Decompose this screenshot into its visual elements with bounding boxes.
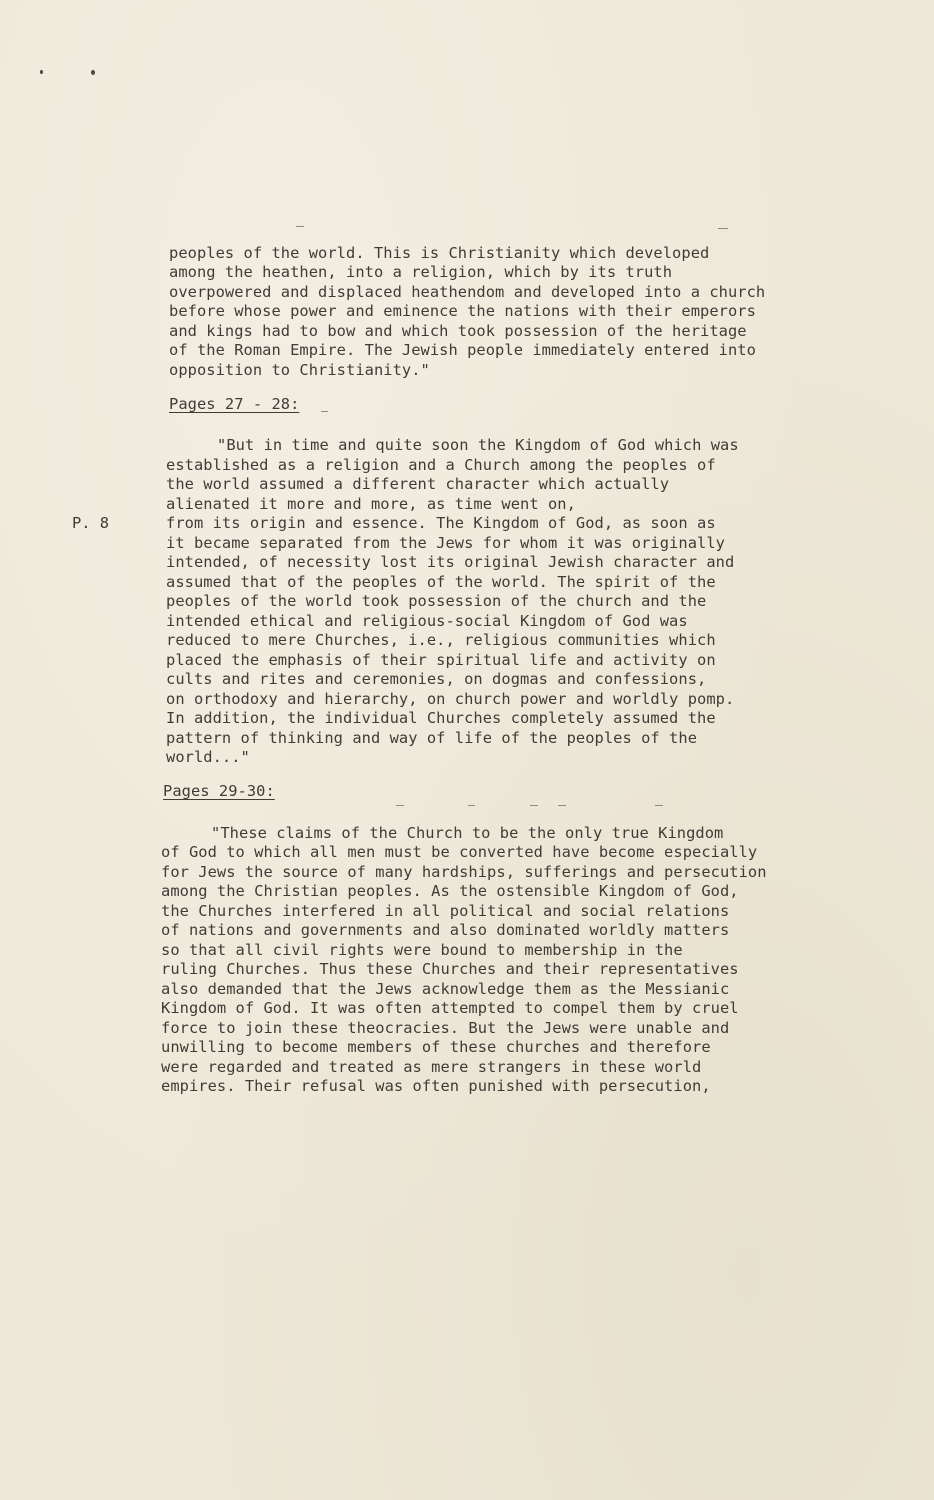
text-line: among the heathen, into a religion, which by its truth [169, 263, 673, 281]
text-line: peoples of the world. This is Christianity which developed [169, 244, 710, 262]
text-line: world..." [166, 748, 250, 766]
margin-page-note: P. 8 [72, 514, 110, 532]
text-line: it became separated from the Jews for whom it was originally [166, 534, 725, 552]
stray-mark [718, 228, 728, 229]
text-line: empires. Their refusal was often punished with persecution, [161, 1077, 711, 1095]
section-heading: Pages 29-30: [163, 782, 275, 800]
section-heading: Pages 27 - 28: [169, 395, 300, 413]
text-line: of God to which all men must be converted have become especially [161, 843, 758, 861]
text-line: for Jews the source of many hardships, sufferings and persecution [161, 863, 767, 881]
text-line: intended ethical and religious-social Kingdom of God was [166, 612, 688, 630]
text-line: Kingdom of God. It was often attempted to compel them by cruel [161, 999, 739, 1017]
text-line: force to join these theocracies. But the Jews were unable and [161, 1019, 730, 1037]
text-line: assumed that of the peoples of the world. The spirit of the [166, 573, 716, 591]
text-line: and kings had to bow and which took possession of the heritage [169, 322, 747, 340]
text-line: "But in time and quite soon the Kingdom of God which was [217, 436, 739, 454]
stray-mark [468, 805, 475, 806]
text-line: unwilling to become members of these churches and therefore [161, 1038, 711, 1056]
text-line: placed the emphasis of their spiritual life and activity on [166, 651, 716, 669]
text-line: were regarded and treated as mere strangers in these world [161, 1058, 702, 1076]
text-line: ruling Churches. Thus these Churches and their representatives [161, 960, 739, 978]
stray-mark [296, 226, 304, 227]
stray-mark [396, 805, 404, 806]
ink-speck [91, 70, 95, 75]
text-line: opposition to Christianity." [169, 361, 430, 379]
text-line: among the Christian peoples. As the ostensible Kingdom of God, [161, 882, 739, 900]
text-line: cults and rites and ceremonies, on dogmas and confessions, [166, 670, 707, 688]
text-line: also demanded that the Jews acknowledge them as the Messianic [161, 980, 730, 998]
text-line: overpowered and displaced heathendom and developed into a church [169, 283, 766, 301]
text-line: pattern of thinking and way of life of the peoples of the [166, 729, 698, 747]
stray-mark [530, 805, 538, 806]
text-line: In addition, the individual Churches completely assumed the [166, 709, 716, 727]
text-line: the world assumed a different character which actually [166, 475, 670, 493]
text-line: of the Roman Empire. The Jewish people immediately entered into [169, 341, 756, 359]
text-line: "These claims of the Church to be the only true Kingdom [211, 824, 724, 842]
text-line: on orthodoxy and hierarchy, on church power and worldly pomp. [166, 690, 735, 708]
text-line: from its origin and essence. The Kingdom of God, as soon as [166, 514, 716, 532]
text-line: reduced to mere Churches, i.e., religious communities which [166, 631, 716, 649]
text-line: so that all civil rights were bound to membership in the [161, 941, 683, 959]
stray-mark [558, 805, 566, 806]
stray-mark [655, 805, 663, 806]
stray-mark [321, 411, 328, 412]
text-line: established as a religion and a Church among the peoples of [166, 456, 716, 474]
ink-speck [40, 70, 43, 74]
text-line: peoples of the world took possession of the church and the [166, 592, 707, 610]
text-line: before whose power and eminence the nations with their emperors [169, 302, 756, 320]
text-line: intended, of necessity lost its original Jewish character and [166, 553, 735, 571]
text-line: alienated it more and more, as time went on, [166, 495, 576, 513]
text-line: of nations and governments and also dominated worldly matters [161, 921, 730, 939]
text-line: the Churches interfered in all political and social relations [161, 902, 730, 920]
